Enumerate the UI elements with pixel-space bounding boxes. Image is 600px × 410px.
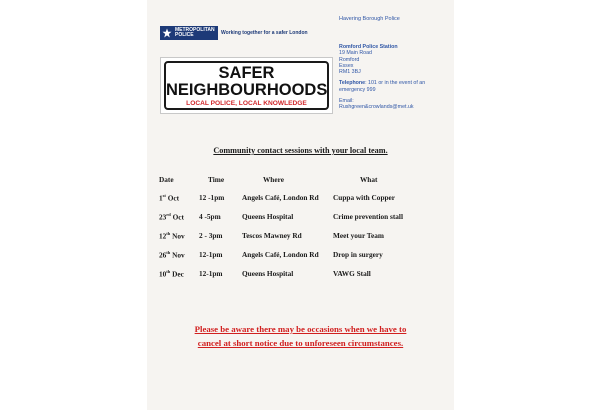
date-day: 1 (159, 193, 163, 203)
table-row (147, 193, 454, 205)
telephone-label: Telephone (339, 80, 366, 87)
address-postcode: RM1 3BJ (339, 69, 361, 76)
row-time: 12 -1pm (199, 193, 225, 202)
header-time: Time (208, 175, 225, 184)
notice-line1: Please be aware there may be occasions when we have to (194, 324, 407, 334)
date-day: 12 (159, 231, 167, 241)
header-date: Date (159, 175, 174, 184)
table-row (147, 250, 454, 262)
table-header (147, 175, 454, 187)
row-where: Tescos Mawney Rd (242, 231, 302, 240)
sign-title-line2: NEIGHBOURHOODS (166, 81, 328, 99)
row-what: VAWG Stall (333, 269, 371, 278)
telephone-text: : 101 or in the event of an emergency 999 (339, 80, 426, 93)
row-time: 12-1pm (199, 250, 223, 259)
row-what: Crime prevention stall (333, 212, 403, 221)
date-suffix: th (166, 231, 171, 236)
date-suffix: st (162, 193, 166, 198)
date-suffix: th (166, 269, 171, 274)
sessions-heading: Community contact sessions with your local team. (213, 146, 388, 155)
row-date (159, 250, 185, 259)
row-where: Angels Café, London Rd (242, 193, 319, 202)
borough-name: Havering Borough Police (339, 16, 400, 22)
safer-neighbourhoods-sign (160, 57, 333, 114)
row-what: Cuppa with Copper (333, 193, 396, 202)
notice-line2: cancel at short notice due to unforeseen circumstances. (197, 338, 404, 348)
row-what: Meet your Team (333, 231, 384, 240)
logo-line2: POLICE (175, 32, 194, 38)
table-row (147, 212, 454, 224)
row-time: 4 -5pm (199, 212, 221, 221)
logo-line1: METROPOLITAN (175, 26, 215, 33)
row-time: 2 - 3pm (199, 231, 223, 240)
date-month: Oct (165, 193, 180, 203)
table-row (147, 269, 454, 281)
email-address: Rushgreen&crowlands@met.uk (339, 104, 414, 111)
address-street: 19 Main Road (339, 50, 372, 57)
met-badge (160, 26, 218, 40)
logo-tagline: Working together for a safer London (221, 30, 308, 36)
poster (147, 0, 454, 410)
header-where: Where (263, 175, 284, 184)
sign-title-line1: SAFER (218, 64, 275, 82)
row-date (159, 193, 179, 202)
row-where: Queens Hospital (242, 212, 294, 221)
date-day: 23 (159, 212, 167, 222)
date-suffix: rd (166, 212, 171, 217)
date-month: Nov (170, 231, 185, 241)
date-suffix: th (166, 250, 171, 255)
met-police-logo (160, 26, 308, 40)
row-time: 12-1pm (199, 269, 223, 278)
header-what: What (360, 175, 378, 184)
row-date (159, 212, 184, 221)
date-day: 10 (159, 269, 167, 279)
date-month: Oct (170, 212, 184, 222)
row-date (159, 269, 184, 278)
date-month: Dec (170, 269, 184, 279)
station-name: Romford Police Station (339, 44, 398, 50)
row-date (159, 231, 185, 240)
station-address (339, 44, 444, 111)
address-town: Romford (339, 56, 360, 63)
row-where: Queens Hospital (242, 269, 294, 278)
row-where: Angels Café, London Rd (242, 250, 319, 259)
cancellation-notice (147, 322, 454, 350)
police-crest-icon (162, 28, 172, 38)
address-county: Essex (339, 62, 354, 69)
row-what: Drop in surgery (333, 250, 383, 259)
email-label: Email: (339, 98, 354, 105)
telephone-info (339, 80, 444, 93)
sign-subtitle: LOCAL POLICE, LOCAL KNOWLEDGE (186, 100, 307, 107)
table-row (147, 231, 454, 243)
date-month: Nov (170, 250, 185, 260)
date-day: 26 (159, 250, 167, 260)
